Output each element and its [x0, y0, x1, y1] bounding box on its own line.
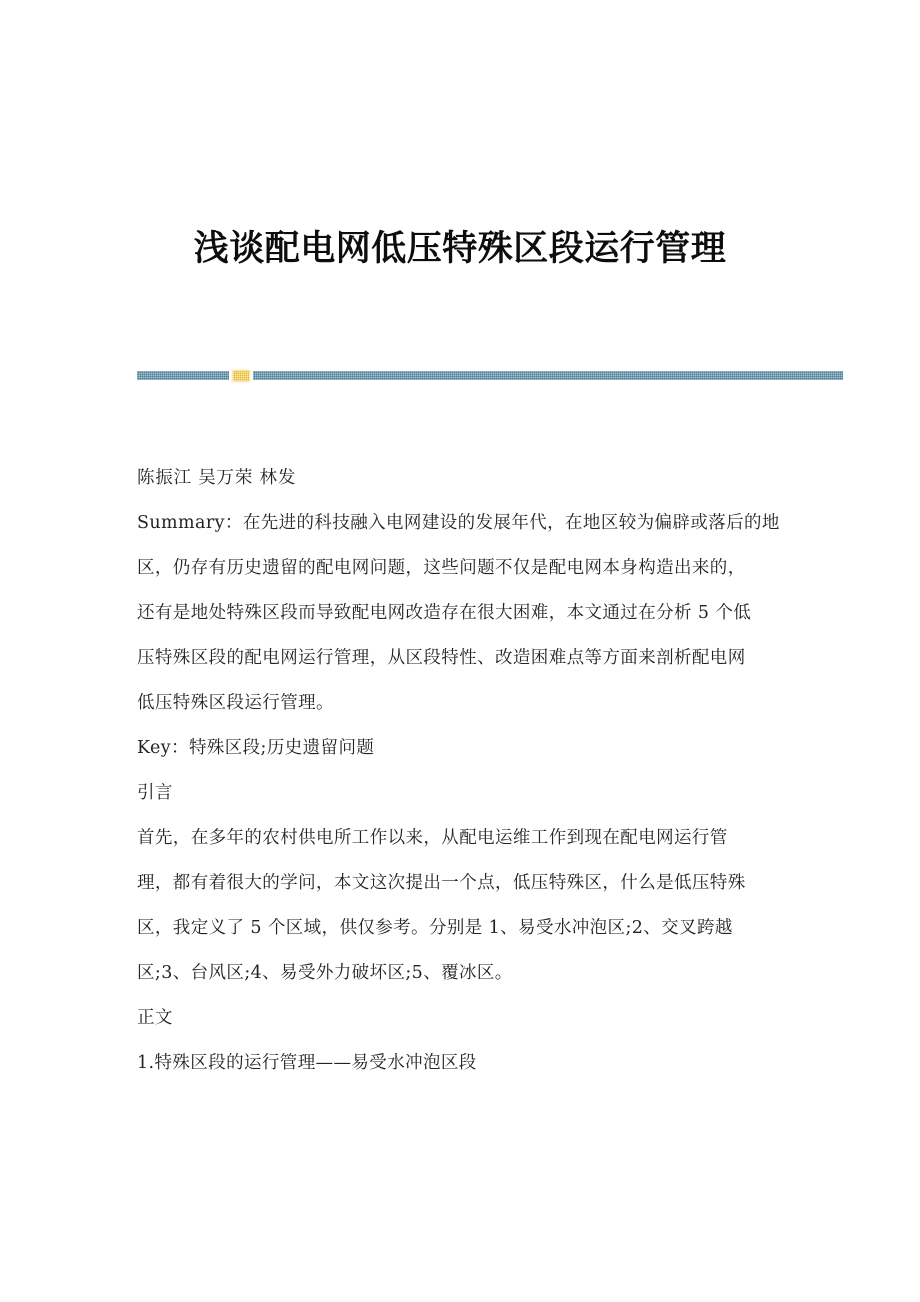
- decorative-divider: [137, 370, 843, 382]
- subsection-heading-1: 1.特殊区段的运行管理——易受水冲泡区段: [137, 1053, 477, 1073]
- section-heading-maintext: 正文: [137, 1008, 173, 1028]
- introduction-line-3: 区，我定义了 5 个区域，供仅参考。分别是 1、易受水冲泡区;2、交叉跨越: [137, 918, 733, 938]
- section-heading-introduction: 引言: [137, 783, 173, 803]
- document-body: [137, 456, 853, 1086]
- author-line: 陈振江 吴万荣 林发: [137, 468, 297, 488]
- gold-square-ornament-icon: [233, 371, 249, 381]
- page-title: 浅谈配电网低压特殊区段运行管理: [193, 229, 727, 270]
- summary-line-1: Summary：在先进的科技融入电网建设的发展年代，在地区较为偏辟或落后的地: [137, 513, 780, 533]
- summary-line-3: 还有是地处特殊区段而导致配电网改造存在很大困难，本文通过在分析 5 个低: [137, 603, 752, 623]
- introduction-line-1: 首先，在多年的农村供电所工作以来，从配电运维工作到现在配电网运行管: [137, 828, 728, 848]
- summary-line-4: 压特殊区段的配电网运行管理，从区段特性、改造困难点等方面来剖析配电网: [137, 648, 746, 668]
- summary-line-5: 低压特殊区段运行管理。: [137, 693, 334, 713]
- keywords-line: Key：特殊区段;历史遗留问题: [137, 738, 375, 758]
- introduction-line-2: 理，都有着很大的学问，本文这次提出一个点，低压特殊区，什么是低压特殊: [137, 873, 746, 893]
- introduction-line-4: 区;3、台风区;4、易受外力破坏区;5、覆冰区。: [137, 963, 513, 983]
- summary-line-2: 区，仍存有历史遗留的配电网问题，这些问题不仅是配电网本身构造出来的，: [137, 558, 746, 578]
